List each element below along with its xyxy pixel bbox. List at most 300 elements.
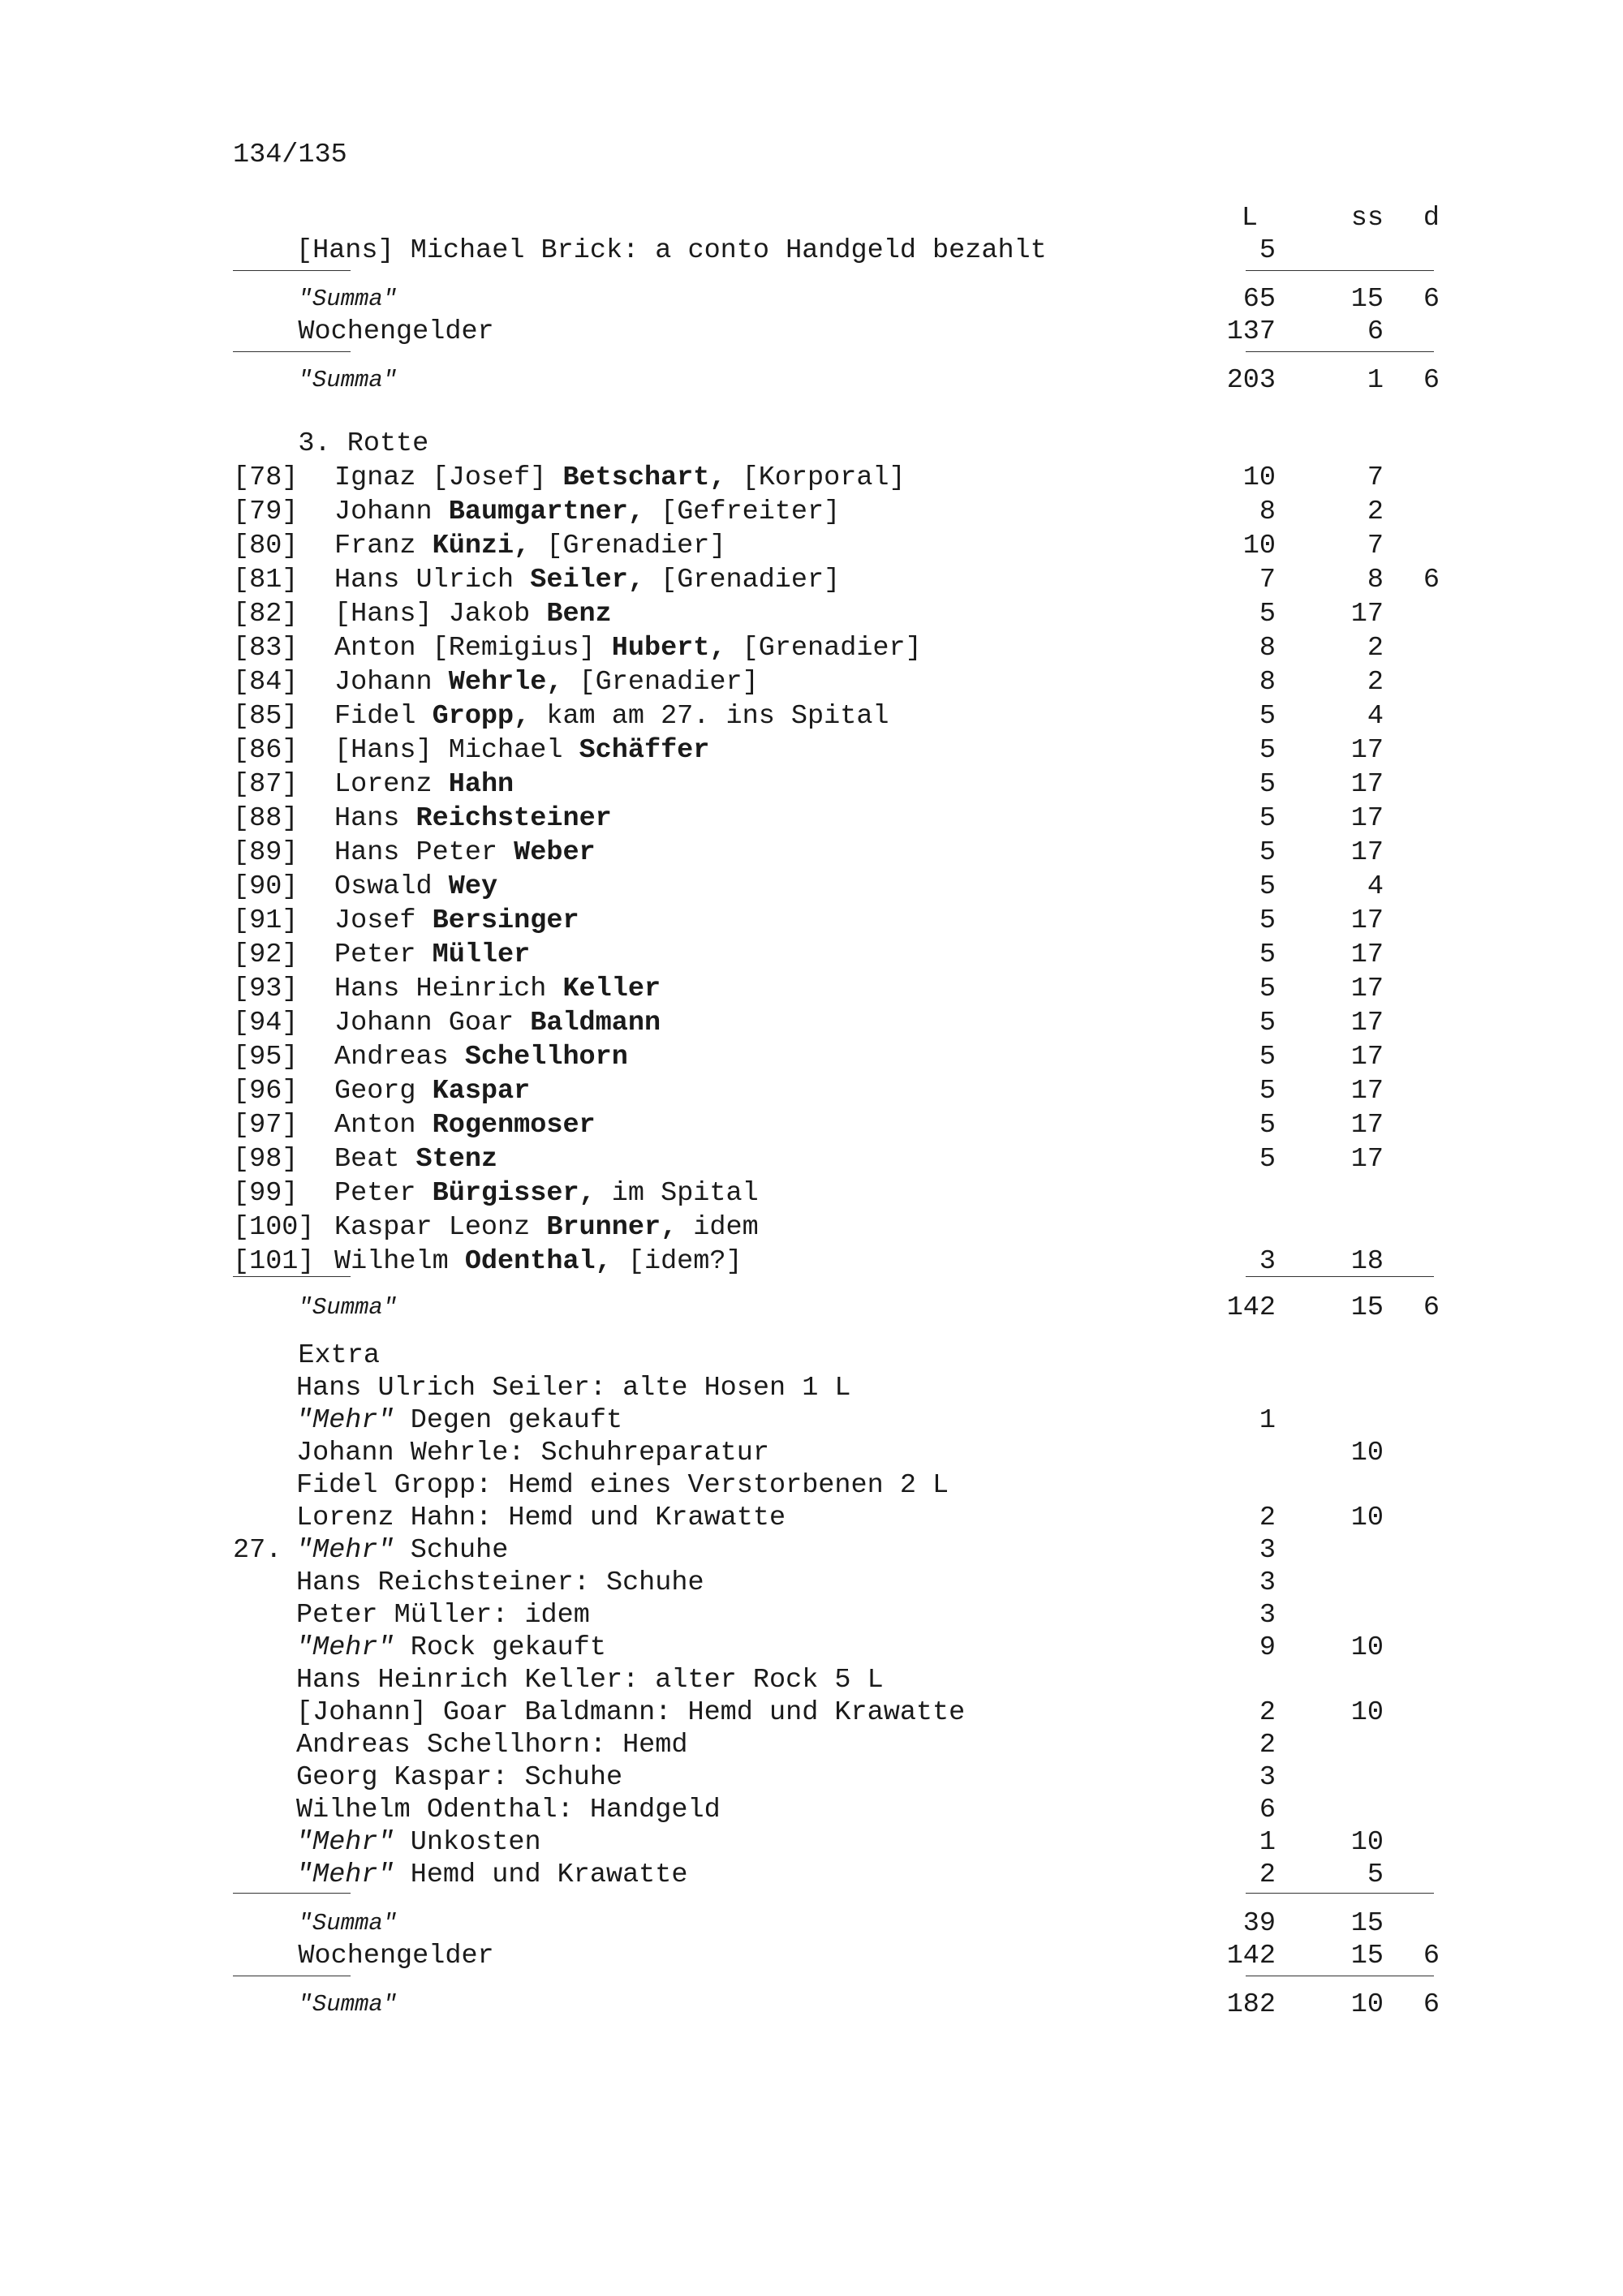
extra-ss: 10 bbox=[1350, 1827, 1384, 1858]
member-surname: Wehrle, bbox=[448, 667, 563, 698]
extra-title-row bbox=[233, 1339, 1434, 1373]
member-l: 7 bbox=[1259, 565, 1276, 595]
rotte-member-row bbox=[233, 870, 1434, 904]
extra-wochengelder-d: 6 bbox=[1423, 1941, 1440, 1971]
extra-summa2-d: 6 bbox=[1423, 1989, 1440, 2020]
member-name-prefix: Fidel bbox=[334, 701, 433, 732]
member-l: 5 bbox=[1259, 599, 1276, 630]
member-note: [Grenadier] bbox=[530, 531, 726, 561]
opening-item-text: [Hans] Michael Brick: a conto Handgeld bezahlt bbox=[296, 235, 1047, 266]
member-name-prefix: Franz bbox=[334, 531, 433, 561]
member-l: 3 bbox=[1259, 1246, 1276, 1277]
member-note: [Korporal] bbox=[725, 462, 906, 493]
extra-item-description: Rock gekauft bbox=[394, 1632, 606, 1663]
extra-l: 2 bbox=[1259, 1730, 1276, 1761]
member-ss: 17 bbox=[1350, 1008, 1384, 1038]
opening-summa1-l: 65 bbox=[1242, 284, 1276, 315]
member-surname: Bersinger bbox=[432, 905, 579, 936]
extra-l: 6 bbox=[1259, 1795, 1276, 1825]
extra-item-row bbox=[233, 1598, 1434, 1632]
member-number: [95] bbox=[233, 1042, 299, 1073]
extra-item-description: [Johann] Goar Baldmann: Hemd und Krawatte bbox=[296, 1697, 966, 1728]
column-headers bbox=[233, 201, 1440, 235]
rotte-summa-label: "Summa" bbox=[298, 1294, 398, 1321]
extra-item-row bbox=[233, 1533, 1434, 1567]
extra-l: 2 bbox=[1259, 1503, 1276, 1533]
member-name-prefix: Anton bbox=[334, 1110, 433, 1141]
rotte-member-row bbox=[233, 972, 1434, 1006]
extra-item-description: Wilhelm Odenthal: Handgeld bbox=[296, 1795, 721, 1825]
member-name bbox=[334, 767, 514, 802]
rotte-member-row bbox=[233, 802, 1434, 836]
member-l: 5 bbox=[1259, 871, 1276, 902]
extra-l: 1 bbox=[1259, 1405, 1276, 1436]
member-name-prefix: Georg bbox=[334, 1076, 433, 1107]
extra-l: 1 bbox=[1259, 1827, 1276, 1858]
rule-right bbox=[1246, 351, 1434, 352]
member-note: im Spital bbox=[595, 1178, 759, 1209]
extra-item-text bbox=[296, 1533, 508, 1567]
extra-wochengelder-l: 142 bbox=[1226, 1941, 1276, 1971]
member-surname: Seiler, bbox=[530, 565, 644, 595]
member-ss: 4 bbox=[1367, 871, 1384, 902]
extra-item-description: Hans Heinrich Keller: alter Rock 5 L bbox=[296, 1665, 884, 1696]
member-name-prefix: Wilhelm bbox=[334, 1246, 465, 1277]
extra-item-row bbox=[233, 1371, 1434, 1405]
extra-item-text bbox=[296, 1371, 851, 1405]
rotte-member-row bbox=[233, 938, 1434, 972]
opening-item-l: 5 bbox=[1259, 235, 1276, 266]
member-surname: Keller bbox=[562, 974, 661, 1004]
member-number: [94] bbox=[233, 1008, 299, 1038]
member-name-prefix: Peter bbox=[334, 939, 433, 970]
opening-wochengelder-l: 137 bbox=[1226, 316, 1276, 347]
member-number: [86] bbox=[233, 735, 299, 766]
member-l: 5 bbox=[1259, 1042, 1276, 1073]
member-number: [90] bbox=[233, 871, 299, 902]
member-number: [83] bbox=[233, 633, 299, 664]
member-number: [98] bbox=[233, 1144, 299, 1175]
member-name-prefix: Hans Peter bbox=[334, 837, 514, 868]
extra-item-row bbox=[233, 1404, 1434, 1438]
member-surname: Wey bbox=[448, 871, 498, 902]
member-name-prefix: Oswald bbox=[334, 871, 449, 902]
extra-item-text bbox=[296, 1631, 606, 1665]
extra-summa1-row bbox=[233, 1907, 1434, 1941]
extra-item-text bbox=[296, 1793, 721, 1827]
member-name-prefix: Peter bbox=[334, 1178, 433, 1209]
opening-summa2-row bbox=[233, 363, 1440, 398]
extra-item-description: Unkosten bbox=[394, 1827, 541, 1858]
rule-right bbox=[1246, 1276, 1434, 1277]
extra-item-description: Johann Wehrle: Schuhreparatur bbox=[296, 1438, 769, 1468]
member-l: 5 bbox=[1259, 735, 1276, 766]
header-d: d bbox=[1423, 203, 1440, 234]
member-l: 5 bbox=[1259, 905, 1276, 936]
member-name bbox=[334, 836, 596, 870]
member-surname: Stenz bbox=[415, 1144, 498, 1175]
rotte-member-row bbox=[233, 1074, 1434, 1108]
extra-item-text bbox=[296, 1598, 590, 1632]
member-ss: 17 bbox=[1350, 599, 1384, 630]
member-surname: Müller bbox=[432, 939, 531, 970]
member-note: [Grenadier] bbox=[562, 667, 759, 698]
member-name-prefix: Hans Ulrich bbox=[334, 565, 531, 595]
extra-item-row bbox=[233, 1728, 1434, 1762]
member-number: [87] bbox=[233, 769, 299, 800]
extra-l: 3 bbox=[1259, 1567, 1276, 1598]
extra-item-text bbox=[296, 1468, 949, 1503]
member-number: [78] bbox=[233, 462, 299, 493]
extra-wochengelder-row bbox=[233, 1939, 1440, 1973]
opening-summa1-ss: 15 bbox=[1350, 284, 1384, 315]
rotte-member-row bbox=[233, 1176, 1434, 1210]
rule-left bbox=[233, 270, 351, 271]
extra-item-row bbox=[233, 1696, 1434, 1730]
rotte-summa-ss: 15 bbox=[1350, 1292, 1384, 1323]
member-name bbox=[334, 563, 840, 597]
rotte-member-row bbox=[233, 904, 1434, 938]
extra-item-row bbox=[233, 1858, 1434, 1892]
extra-item-row bbox=[233, 1793, 1434, 1827]
member-l: 5 bbox=[1259, 974, 1276, 1004]
rule-left bbox=[233, 1893, 351, 1894]
member-l: 5 bbox=[1259, 837, 1276, 868]
rotte-summa-row bbox=[233, 1291, 1440, 1325]
member-number: [96] bbox=[233, 1076, 299, 1107]
extra-l: 2 bbox=[1259, 1697, 1276, 1728]
opening-summa1-d: 6 bbox=[1423, 284, 1440, 315]
member-surname: Rogenmoser bbox=[432, 1110, 596, 1141]
rotte-member-row bbox=[233, 699, 1434, 733]
member-l: 8 bbox=[1259, 497, 1276, 527]
extra-summa2-ss: 10 bbox=[1350, 1989, 1384, 2020]
extra-l: 9 bbox=[1259, 1632, 1276, 1663]
extra-ss: 5 bbox=[1367, 1860, 1384, 1890]
member-ss: 17 bbox=[1350, 1042, 1384, 1073]
member-d: 6 bbox=[1423, 565, 1440, 595]
member-name bbox=[334, 631, 922, 665]
rotte-member-row bbox=[233, 1108, 1434, 1142]
member-ss: 18 bbox=[1350, 1246, 1384, 1277]
member-name-prefix: Andreas bbox=[334, 1042, 465, 1073]
rotte-member-row bbox=[233, 767, 1434, 802]
member-ss: 4 bbox=[1367, 701, 1384, 732]
member-ss: 17 bbox=[1350, 803, 1384, 834]
rotte-member-row bbox=[233, 597, 1434, 631]
member-number: [101] bbox=[233, 1246, 315, 1277]
member-name bbox=[334, 495, 840, 529]
member-surname: Hubert, bbox=[611, 633, 726, 664]
opening-wochengelder-row bbox=[233, 315, 1434, 349]
rotte-member-row bbox=[233, 461, 1434, 495]
rotte-summa-d: 6 bbox=[1423, 1292, 1440, 1323]
member-ss: 17 bbox=[1350, 837, 1384, 868]
member-name-prefix: Hans bbox=[334, 803, 416, 834]
member-surname: Schäffer bbox=[579, 735, 710, 766]
member-ss: 8 bbox=[1367, 565, 1384, 595]
member-name-prefix: Beat bbox=[334, 1144, 416, 1175]
extra-ss: 10 bbox=[1350, 1438, 1384, 1468]
extra-item-text bbox=[296, 1858, 687, 1892]
member-number: [100] bbox=[233, 1212, 315, 1243]
member-ss: 17 bbox=[1350, 974, 1384, 1004]
member-ss: 7 bbox=[1367, 462, 1384, 493]
extra-item-text bbox=[296, 1404, 622, 1438]
member-number: [82] bbox=[233, 599, 299, 630]
extra-item-text bbox=[296, 1761, 622, 1795]
member-l: 5 bbox=[1259, 1008, 1276, 1038]
rotte-member-row bbox=[233, 1142, 1434, 1176]
member-surname: Künzi, bbox=[432, 531, 531, 561]
rule-right bbox=[1246, 1893, 1434, 1894]
member-number: [97] bbox=[233, 1110, 299, 1141]
member-l: 5 bbox=[1259, 939, 1276, 970]
member-note: [idem?] bbox=[611, 1246, 743, 1277]
member-ss: 17 bbox=[1350, 939, 1384, 970]
rotte-member-row bbox=[233, 733, 1434, 767]
member-ss: 17 bbox=[1350, 1076, 1384, 1107]
extra-item-description: Fidel Gropp: Hemd eines Verstorbenen 2 L bbox=[296, 1470, 949, 1501]
rotte-member-row bbox=[233, 1040, 1434, 1074]
member-surname: Brunner, bbox=[546, 1212, 678, 1243]
member-ss: 2 bbox=[1367, 633, 1384, 664]
member-note: [Gefreiter] bbox=[644, 497, 841, 527]
extra-day: 27. bbox=[233, 1535, 299, 1566]
member-ss: 17 bbox=[1350, 735, 1384, 766]
member-surname: Baumgartner, bbox=[448, 497, 644, 527]
opening-summa2-label: "Summa" bbox=[298, 367, 398, 393]
rotte-title: 3. Rotte bbox=[298, 428, 429, 459]
member-number: [88] bbox=[233, 803, 299, 834]
extra-ss: 10 bbox=[1350, 1697, 1384, 1728]
member-ss: 17 bbox=[1350, 905, 1384, 936]
extra-summa1-label: "Summa" bbox=[298, 1910, 398, 1937]
member-surname: Betschart, bbox=[562, 462, 726, 493]
member-name bbox=[334, 1006, 661, 1040]
member-name bbox=[334, 938, 530, 972]
extra-summa2-l: 182 bbox=[1226, 1989, 1276, 2020]
opening-wochengelder-label: Wochengelder bbox=[298, 316, 494, 347]
member-name bbox=[334, 870, 497, 904]
rule-right bbox=[1246, 270, 1434, 271]
extra-item-row bbox=[233, 1825, 1434, 1860]
extra-mehr-label: "Mehr" bbox=[296, 1535, 394, 1566]
member-note: kam am 27. ins Spital bbox=[530, 701, 889, 732]
extra-item-text bbox=[296, 1696, 965, 1730]
opening-summa1-label: "Summa" bbox=[298, 286, 398, 312]
rule-left bbox=[233, 1276, 351, 1277]
member-number: [91] bbox=[233, 905, 299, 936]
extra-item-text bbox=[296, 1501, 786, 1535]
extra-item-row bbox=[233, 1436, 1434, 1470]
extra-item-description: Schuhe bbox=[394, 1535, 509, 1566]
member-l: 5 bbox=[1259, 1110, 1276, 1141]
rotte-member-row bbox=[233, 563, 1440, 597]
member-number: [84] bbox=[233, 667, 299, 698]
member-name bbox=[334, 1074, 530, 1108]
extra-item-text bbox=[296, 1566, 704, 1600]
member-surname: Bürgisser, bbox=[432, 1178, 596, 1209]
member-ss: 7 bbox=[1367, 531, 1384, 561]
extra-item-text bbox=[296, 1825, 541, 1860]
extra-item-text bbox=[296, 1436, 769, 1470]
page-label: 134/135 bbox=[233, 140, 347, 170]
member-name-prefix: [Hans] Michael bbox=[334, 735, 579, 766]
member-name-prefix: Johann Goar bbox=[334, 1008, 531, 1038]
member-l: 10 bbox=[1242, 462, 1276, 493]
member-l: 10 bbox=[1242, 531, 1276, 561]
extra-item-description: Hans Ulrich Seiler: alte Hosen 1 L bbox=[296, 1373, 851, 1404]
member-name bbox=[334, 529, 726, 563]
rule-left bbox=[233, 351, 351, 352]
member-name bbox=[334, 597, 612, 631]
member-l: 5 bbox=[1259, 1144, 1276, 1175]
member-number: [92] bbox=[233, 939, 299, 970]
extra-item-description: Lorenz Hahn: Hemd und Krawatte bbox=[296, 1503, 786, 1533]
member-l: 8 bbox=[1259, 633, 1276, 664]
rotte-member-row bbox=[233, 1210, 1434, 1245]
rotte-member-row bbox=[233, 529, 1434, 563]
member-number: [99] bbox=[233, 1178, 299, 1209]
member-surname: Gropp, bbox=[432, 701, 531, 732]
extra-item-row bbox=[233, 1566, 1434, 1600]
rotte-member-row bbox=[233, 495, 1434, 529]
extra-summa2-label: "Summa" bbox=[298, 1991, 398, 2018]
extra-item-description: Peter Müller: idem bbox=[296, 1600, 590, 1631]
extra-item-description: Hans Reichsteiner: Schuhe bbox=[296, 1567, 704, 1598]
member-name-prefix: Josef bbox=[334, 905, 433, 936]
member-note: idem bbox=[677, 1212, 759, 1243]
extra-mehr-label: "Mehr" bbox=[296, 1405, 394, 1436]
member-note: [Grenadier] bbox=[725, 633, 922, 664]
member-surname: Benz bbox=[546, 599, 612, 630]
opening-item-row bbox=[233, 234, 1434, 268]
rotte-title-row bbox=[233, 427, 1434, 461]
extra-item-text bbox=[296, 1663, 884, 1697]
member-name bbox=[334, 733, 709, 767]
member-surname: Reichsteiner bbox=[415, 803, 612, 834]
member-surname: Baldmann bbox=[530, 1008, 661, 1038]
member-name bbox=[334, 1210, 759, 1245]
member-name-prefix: Lorenz bbox=[334, 769, 449, 800]
extra-ss: 10 bbox=[1350, 1503, 1384, 1533]
member-ss: 17 bbox=[1350, 769, 1384, 800]
member-l: 5 bbox=[1259, 1076, 1276, 1107]
extra-mehr-label: "Mehr" bbox=[296, 1827, 394, 1858]
extra-wochengelder-ss: 15 bbox=[1350, 1941, 1384, 1971]
page-label-row bbox=[233, 138, 1434, 172]
member-name-prefix: Johann bbox=[334, 667, 449, 698]
rotte-member-row bbox=[233, 836, 1434, 870]
member-name-prefix: Ignaz [Josef] bbox=[334, 462, 563, 493]
extra-summa1-l: 39 bbox=[1242, 1908, 1276, 1939]
member-name bbox=[334, 904, 579, 938]
member-name-prefix: Anton [Remigius] bbox=[334, 633, 612, 664]
rotte-member-row bbox=[233, 665, 1434, 699]
extra-title: Extra bbox=[298, 1340, 380, 1371]
member-ss: 2 bbox=[1367, 667, 1384, 698]
member-name bbox=[334, 972, 661, 1006]
extra-item-row bbox=[233, 1501, 1434, 1535]
member-name-prefix: [Hans] Jakob bbox=[334, 599, 547, 630]
member-note: [Grenadier] bbox=[644, 565, 841, 595]
member-ss: 17 bbox=[1350, 1144, 1384, 1175]
member-surname: Hahn bbox=[448, 769, 514, 800]
extra-l: 2 bbox=[1259, 1860, 1276, 1890]
member-surname: Kaspar bbox=[432, 1076, 531, 1107]
extra-item-description: Degen gekauft bbox=[394, 1405, 623, 1436]
member-name-prefix: Hans Heinrich bbox=[334, 974, 563, 1004]
opening-summa1-row bbox=[233, 282, 1440, 316]
member-number: [93] bbox=[233, 974, 299, 1004]
member-number: [81] bbox=[233, 565, 299, 595]
member-name bbox=[334, 1142, 497, 1176]
opening-summa2-d: 6 bbox=[1423, 365, 1440, 396]
extra-summa2-row bbox=[233, 1988, 1440, 2022]
extra-summa1-ss: 15 bbox=[1350, 1908, 1384, 1939]
extra-ss: 10 bbox=[1350, 1632, 1384, 1663]
member-name bbox=[334, 461, 906, 495]
member-l: 5 bbox=[1259, 701, 1276, 732]
member-name bbox=[334, 1108, 596, 1142]
member-number: [79] bbox=[233, 497, 299, 527]
rotte-member-row bbox=[233, 1245, 1434, 1279]
extra-mehr-label: "Mehr" bbox=[296, 1632, 394, 1663]
member-name bbox=[334, 802, 612, 836]
member-surname: Weber bbox=[514, 837, 596, 868]
member-ss: 17 bbox=[1350, 1110, 1384, 1141]
member-l: 5 bbox=[1259, 769, 1276, 800]
extra-item-description: Andreas Schellhorn: Hemd bbox=[296, 1730, 688, 1761]
extra-item-row bbox=[233, 1761, 1434, 1795]
member-name bbox=[334, 699, 889, 733]
header-l: L bbox=[1241, 203, 1258, 234]
extra-item-description: Hemd und Krawatte bbox=[394, 1860, 688, 1890]
member-l: 5 bbox=[1259, 803, 1276, 834]
member-name bbox=[334, 1040, 628, 1074]
member-name bbox=[334, 1176, 759, 1210]
member-surname: Schellhorn bbox=[464, 1042, 628, 1073]
member-number: [80] bbox=[233, 531, 299, 561]
extra-item-row bbox=[233, 1663, 1434, 1697]
rotte-member-row bbox=[233, 1006, 1434, 1040]
member-l: 8 bbox=[1259, 667, 1276, 698]
extra-mehr-label: "Mehr" bbox=[296, 1860, 394, 1890]
opening-wochengelder-ss: 6 bbox=[1367, 316, 1384, 347]
member-name-prefix: Kaspar Leonz bbox=[334, 1212, 547, 1243]
member-name bbox=[334, 1245, 743, 1279]
extra-l: 3 bbox=[1259, 1535, 1276, 1566]
extra-l: 3 bbox=[1259, 1762, 1276, 1793]
header-ss: ss bbox=[1350, 203, 1384, 234]
extra-l: 3 bbox=[1259, 1600, 1276, 1631]
member-number: [85] bbox=[233, 701, 299, 732]
rotte-member-row bbox=[233, 631, 1434, 665]
extra-item-row bbox=[233, 1631, 1434, 1665]
member-name bbox=[334, 665, 759, 699]
member-surname: Odenthal, bbox=[464, 1246, 612, 1277]
extra-item-row bbox=[233, 1468, 1434, 1503]
extra-item-description: Georg Kaspar: Schuhe bbox=[296, 1762, 623, 1793]
member-name-prefix: Johann bbox=[334, 497, 449, 527]
rotte-summa-l: 142 bbox=[1226, 1292, 1276, 1323]
extra-item-text bbox=[296, 1728, 687, 1762]
member-ss: 2 bbox=[1367, 497, 1384, 527]
opening-summa2-ss: 1 bbox=[1367, 365, 1384, 396]
opening-summa2-l: 203 bbox=[1226, 365, 1276, 396]
member-number: [89] bbox=[233, 837, 299, 868]
